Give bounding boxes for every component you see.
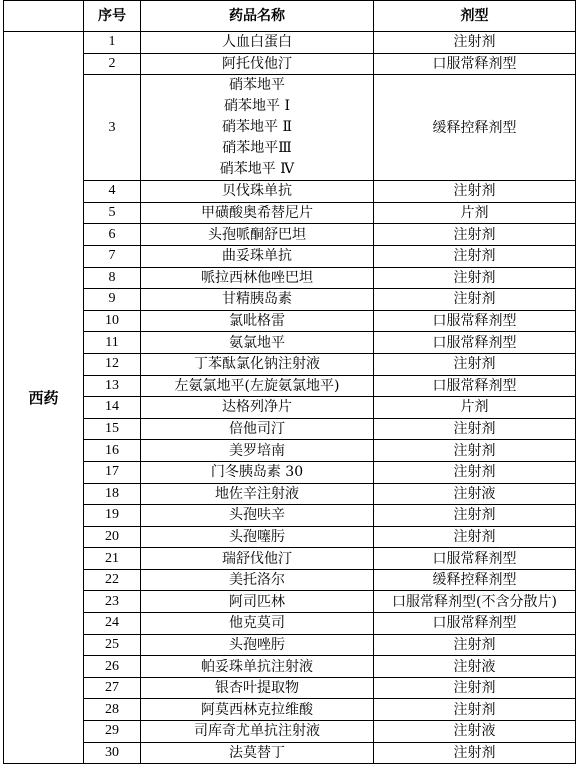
table-row	[4, 505, 576, 527]
seq-cell: 7	[84, 245, 141, 267]
form-header: 剂型	[374, 1, 576, 32]
drug-name-cell: 甘精胰岛素	[141, 289, 374, 311]
table-row	[4, 375, 576, 397]
drug-name-cell: 银杏叶提取物	[141, 677, 374, 699]
table-row	[4, 483, 576, 505]
seq-cell: 25	[84, 634, 141, 656]
dosage-form-cell: 注射剂	[374, 461, 576, 483]
table-row	[4, 440, 576, 462]
drug-name-line: 硝苯地平 Ⅱ	[222, 119, 292, 136]
seq-cell: 5	[84, 202, 141, 224]
seq-cell: 29	[84, 721, 141, 743]
dosage-form-cell: 注射剂	[374, 526, 576, 548]
dosage-form-cell: 注射剂	[374, 677, 576, 699]
table-row	[4, 332, 576, 354]
seq-cell: 16	[84, 440, 141, 462]
drug-name-cell: 头孢唑肟	[141, 634, 374, 656]
table-row	[4, 397, 576, 419]
drug-name-cell: 倍他司汀	[141, 418, 374, 440]
drug-name-cell: 氯吡格雷	[141, 310, 374, 332]
dosage-form-cell: 片剂	[374, 397, 576, 419]
dosage-form-cell: 注射剂	[374, 440, 576, 462]
table-row	[4, 634, 576, 656]
drug-name-cell: 甲磺酸奥希替尼片	[141, 202, 374, 224]
drug-name-cell: 丁苯酞氯化钠注射液	[141, 353, 374, 375]
table-row	[4, 548, 576, 570]
dosage-form-cell: 口服常释剂型	[374, 375, 576, 397]
dosage-form-cell: 注射剂	[374, 699, 576, 721]
drug-name-cell: 氨氯地平	[141, 332, 374, 354]
drug-name-cell: 达格列净片	[141, 397, 374, 419]
drug-name-cell: 曲妥珠单抗	[141, 245, 374, 267]
drug-name-cell: 头孢哌酮舒巴坦	[141, 224, 374, 246]
seq-cell: 11	[84, 332, 141, 354]
drug-name-cell	[141, 75, 374, 181]
drug-name-cell: 左氨氯地平(左旋氨氯地平)	[141, 375, 374, 397]
category-cell: 西药	[4, 32, 84, 764]
table-row	[4, 677, 576, 699]
dosage-form-cell: 口服常释剂型(不含分散片)	[374, 591, 576, 613]
drug-name-line: 硝苯地平 Ⅳ	[219, 161, 295, 178]
seq-cell: 12	[84, 353, 141, 375]
drug-name-cell: 美托洛尔	[141, 569, 374, 591]
seq-cell: 20	[84, 526, 141, 548]
dosage-form-cell: 口服常释剂型	[374, 310, 576, 332]
drug-name-cell: 美罗培南	[141, 440, 374, 462]
table-body	[4, 32, 576, 764]
dosage-form-cell: 缓释控释剂型	[374, 569, 576, 591]
drug-name-cell: 瑞舒伐他汀	[141, 548, 374, 570]
table-row	[4, 721, 576, 743]
seq-cell: 18	[84, 483, 141, 505]
drug-name-cell: 阿莫西林克拉维酸	[141, 699, 374, 721]
table-row	[4, 289, 576, 311]
seq-cell: 21	[84, 548, 141, 570]
drug-name-cell: 贝伐珠单抗	[141, 181, 374, 203]
seq-cell: 23	[84, 591, 141, 613]
dosage-form-cell: 注射剂	[374, 289, 576, 311]
dosage-form-cell: 注射液	[374, 721, 576, 743]
drug-name-cell: 头孢噻肟	[141, 526, 374, 548]
drug-name-cell: 哌拉西林他唑巴坦	[141, 267, 374, 289]
drug-name-cell: 他克莫司	[141, 613, 374, 635]
dosage-form-cell: 注射剂	[374, 181, 576, 203]
seq-cell: 19	[84, 505, 141, 527]
seq-cell: 13	[84, 375, 141, 397]
dosage-form-cell: 口服常释剂型	[374, 53, 576, 75]
seq-cell: 17	[84, 461, 141, 483]
table-row	[4, 245, 576, 267]
table-row	[4, 75, 576, 181]
drug-name-cell: 地佐辛注射液	[141, 483, 374, 505]
seq-header: 序号	[84, 1, 141, 32]
dosage-form-cell: 注射剂	[374, 224, 576, 246]
drug-name-cell: 司库奇尤单抗注射液	[141, 721, 374, 743]
seq-cell: 2	[84, 53, 141, 75]
dosage-form-cell: 注射剂	[374, 32, 576, 54]
seq-cell: 1	[84, 32, 141, 54]
dosage-form-cell: 口服常释剂型	[374, 332, 576, 354]
table-row	[4, 591, 576, 613]
drug-name-line: 硝苯地平	[229, 77, 285, 94]
drug-name-cell: 阿司匹林	[141, 591, 374, 613]
seq-cell: 28	[84, 699, 141, 721]
dosage-form-cell: 注射剂	[374, 634, 576, 656]
seq-cell: 9	[84, 289, 141, 311]
drug-name-cell: 帕妥珠单抗注射液	[141, 656, 374, 678]
table-row	[4, 224, 576, 246]
category-header-cell	[4, 1, 84, 32]
table-row	[4, 53, 576, 75]
drug-table	[3, 0, 576, 764]
seq-cell: 14	[84, 397, 141, 419]
table-row	[4, 310, 576, 332]
drug-name-cell: 人血白蛋白	[141, 32, 374, 54]
seq-cell: 26	[84, 656, 141, 678]
table-row	[4, 32, 576, 54]
table-row	[4, 202, 576, 224]
drug-name-cell: 阿托伐他汀	[141, 53, 374, 75]
dosage-form-cell: 缓释控释剂型	[374, 75, 576, 181]
seq-cell: 24	[84, 613, 141, 635]
dosage-form-cell: 注射剂	[374, 267, 576, 289]
table-row	[4, 181, 576, 203]
seq-cell: 30	[84, 742, 141, 764]
seq-cell: 4	[84, 181, 141, 203]
dosage-form-cell: 注射液	[374, 483, 576, 505]
drug-name-line: 硝苯地平Ⅲ	[222, 140, 292, 157]
dosage-form-cell: 注射液	[374, 656, 576, 678]
table-header-row	[4, 1, 576, 32]
dosage-form-cell: 口服常释剂型	[374, 548, 576, 570]
seq-cell: 8	[84, 267, 141, 289]
table-row	[4, 699, 576, 721]
table-row	[4, 569, 576, 591]
table-row	[4, 267, 576, 289]
seq-cell: 15	[84, 418, 141, 440]
dosage-form-cell: 注射剂	[374, 418, 576, 440]
drug-name-line: 硝苯地平 Ⅰ	[224, 98, 290, 115]
dosage-form-cell: 注射剂	[374, 353, 576, 375]
dosage-form-cell: 注射剂	[374, 245, 576, 267]
table-row	[4, 418, 576, 440]
seq-cell: 10	[84, 310, 141, 332]
table-row	[4, 613, 576, 635]
table-row	[4, 461, 576, 483]
dosage-form-cell: 片剂	[374, 202, 576, 224]
table-row	[4, 656, 576, 678]
dosage-form-cell: 口服常释剂型	[374, 613, 576, 635]
table-row	[4, 526, 576, 548]
table-row	[4, 353, 576, 375]
seq-cell: 3	[84, 75, 141, 181]
drug-name-cell: 头孢呋辛	[141, 505, 374, 527]
seq-cell: 27	[84, 677, 141, 699]
seq-cell: 22	[84, 569, 141, 591]
drug-name-cell: 门冬胰岛素 30	[141, 461, 374, 483]
seq-cell: 6	[84, 224, 141, 246]
dosage-form-cell: 注射剂	[374, 742, 576, 764]
name-header: 药品名称	[141, 1, 374, 32]
table-row	[4, 742, 576, 764]
drug-name-cell: 法莫替丁	[141, 742, 374, 764]
dosage-form-cell: 注射剂	[374, 505, 576, 527]
